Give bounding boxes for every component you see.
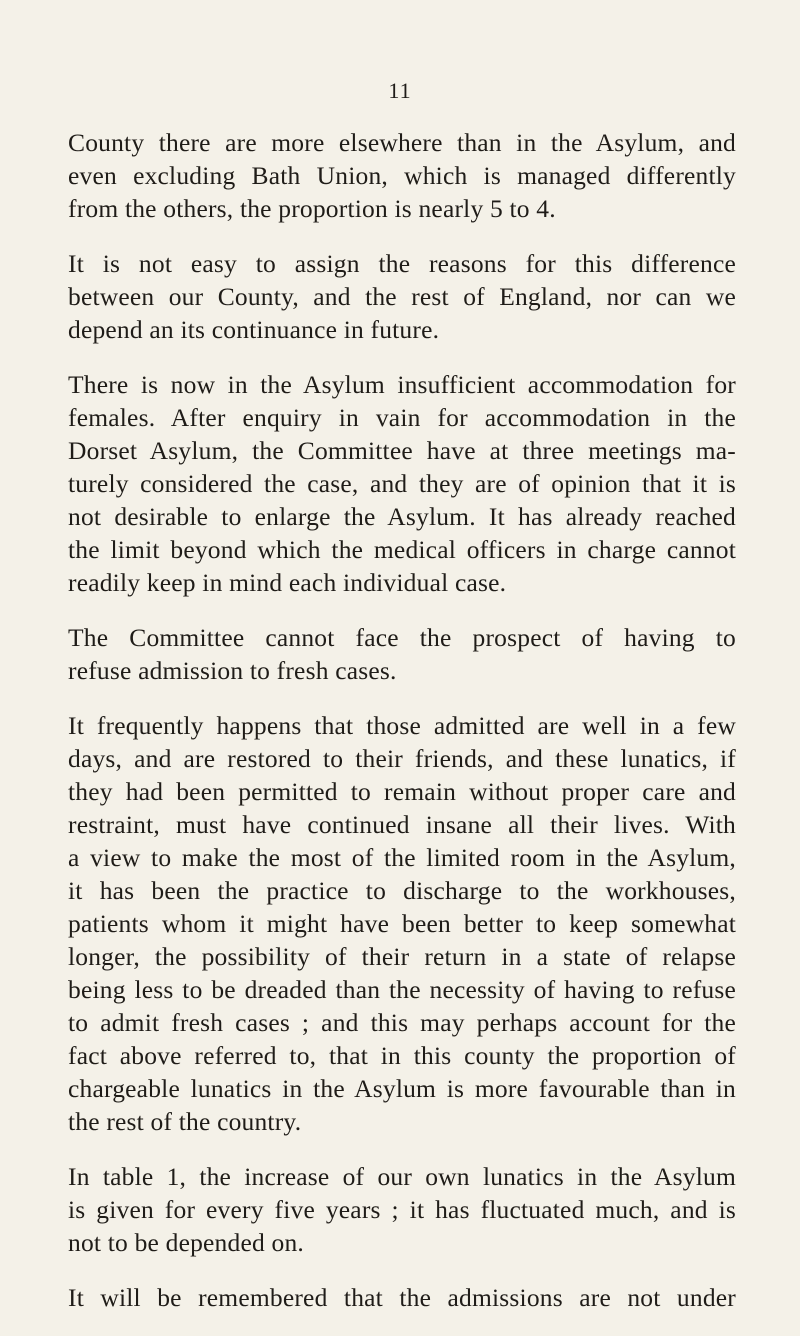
paragraph-line: from the others, the proportion is nearly 5 to 4. — [68, 194, 556, 223]
paragraph-line: they had been permitted to remain without proper care and — [68, 777, 736, 806]
paragraph-line: turely considered the case, and they are of opinion that it is — [68, 469, 736, 498]
paragraph-line: depend an its continuance in future. — [68, 315, 440, 344]
paragraph-line: days, and are restored to their friends, and these lunatics, if — [68, 744, 736, 773]
body-text — [68, 126, 736, 1336]
page-number: 11 — [388, 78, 412, 103]
paragraph-line: between our County, and the rest of England, nor can we — [68, 282, 736, 311]
paragraph-line: patients whom it might have been better to keep somewhat — [68, 909, 736, 938]
paragraph-5 — [68, 709, 736, 1138]
paragraph-line: The Committee cannot face the prospect of having to — [68, 623, 736, 652]
paragraph-3 — [68, 368, 736, 599]
paragraph-line: longer, the possibility of their return in a state of relapse — [68, 942, 736, 971]
paragraph-line: In table 1, the increase of our own lunatics in the Asylum — [68, 1162, 736, 1191]
paragraph-line: to admit fresh cases ; and this may perhaps account for the — [68, 1008, 736, 1037]
paragraph-line: females. After enquiry in vain for accommodation in the — [68, 403, 736, 432]
paragraph-line: Dorset Asylum, the Committee have at three meetings ma- — [68, 436, 736, 465]
paragraph-line: is given for every five years ; it has fluctuated much, and is — [68, 1195, 736, 1224]
paragraph-line: the limit beyond which the medical officers in charge cannot — [68, 535, 736, 564]
paragraph-1 — [68, 126, 736, 225]
paragraph-line: It frequently happens that those admitted are well in a few — [68, 711, 736, 740]
paragraph-line: the rest of the country. — [68, 1107, 302, 1136]
paragraph-line: not to be depended on. — [68, 1228, 304, 1257]
paragraph-line: County there are more elsewhere than in the Asylum, and — [68, 128, 736, 157]
paragraph-line: restraint, must have continued insane all their lives. With — [68, 810, 736, 839]
paragraph-line: a view to make the most of the limited room in the Asylum, — [68, 843, 736, 872]
paragraph-line: it has been the practice to discharge to the workhouses, — [68, 876, 736, 905]
paragraph-line: readily keep in mind each individual case. — [68, 568, 507, 597]
paragraph-line: fact above referred to, that in this county the proportion of — [68, 1041, 736, 1070]
paragraph-line: even excluding Bath Union, which is managed differently — [68, 161, 736, 190]
paragraph-line: chargeable lunatics in the Asylum is more favourable than in — [68, 1074, 736, 1103]
paragraph-line: not desirable to enlarge the Asylum. It has already reached — [68, 502, 736, 531]
paragraph-2 — [68, 247, 736, 346]
paragraph-line: being less to be dreaded than the necessity of having to refuse — [68, 975, 736, 1004]
paragraph-4 — [68, 621, 736, 687]
paragraph-line: refuse admission to fresh cases. — [68, 656, 397, 685]
paragraph-6 — [68, 1160, 736, 1259]
paragraph-line: It will be remembered that the admissions are not under — [68, 1283, 736, 1312]
paragraph-line: There is now in the Asylum insufficient accommodation for — [68, 370, 736, 399]
paragraph-line: It is not easy to assign the reasons for this difference — [68, 249, 736, 278]
paragraph-7 — [68, 1281, 736, 1314]
